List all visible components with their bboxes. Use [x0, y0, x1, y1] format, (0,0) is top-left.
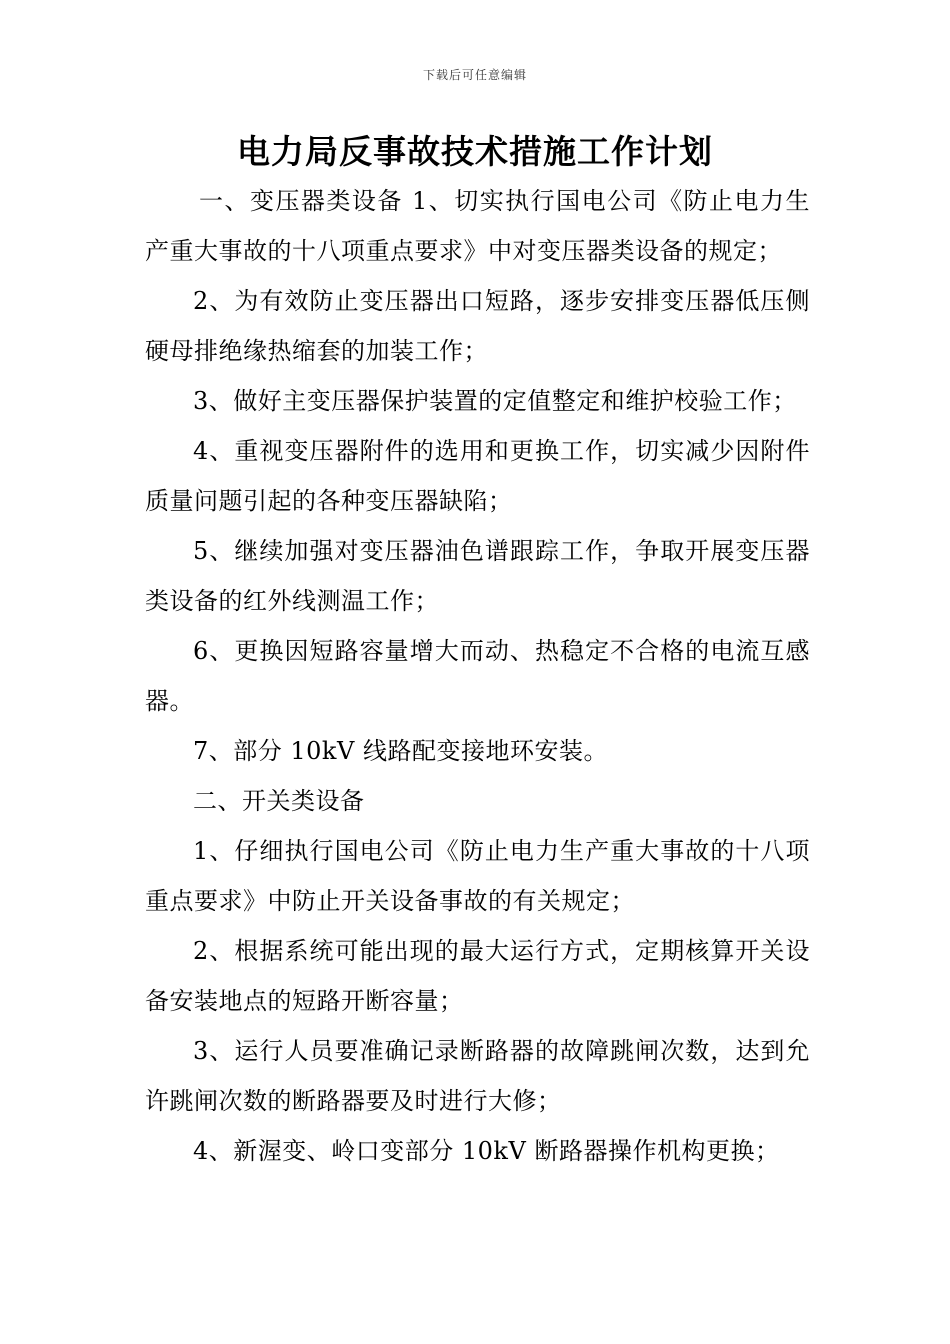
paragraph: 4、新渥变、岭口变部分 10kV 断路器操作机构更换；: [193, 1137, 780, 1165]
paragraph: 一、变压器类设备 1、切实执行国电公司《防止电力生产重大事故的十八项重点要求》中对变压器类设备的规定；: [145, 187, 810, 265]
paragraph: 4、重视变压器附件的选用和更换工作，切实减少因附件质量问题引起的各种变压器缺陷；: [145, 437, 810, 515]
paragraph: 5、继续加强对变压器油色谱跟踪工作，争取开展变压器类设备的红外线测温工作；: [145, 537, 810, 615]
paragraph: 1、仔细执行国电公司《防止电力生产重大事故的十八项重点要求》中防止开关设备事故的有关规定；: [145, 837, 810, 915]
paragraph: 6、更换因短路容量增大而动、热稳定不合格的电流互感器。: [145, 637, 810, 715]
document-body: [145, 176, 810, 1176]
document-title: 电力局反事故技术措施工作计划: [237, 132, 713, 171]
paragraph: 2、根据系统可能出现的最大运行方式，定期核算开关设备安装地点的短路开断容量；: [145, 937, 810, 1015]
header-note: 下载后可任意编辑: [422, 68, 527, 82]
paragraph: 二、开关类设备: [193, 787, 365, 815]
paragraph: 3、做好主变压器保护装置的定值整定和维护校验工作；: [193, 387, 797, 415]
paragraph: 2、为有效防止变压器出口短路，逐步安排变压器低压侧硬母排绝缘热缩套的加装工作；: [145, 287, 810, 365]
paragraph: 3、运行人员要准确记录断路器的故障跳闸次数，达到允许跳闸次数的断路器要及时进行大修；: [145, 1037, 810, 1115]
paragraph: 7、部分 10kV 线路配变接地环安装。: [193, 737, 608, 765]
